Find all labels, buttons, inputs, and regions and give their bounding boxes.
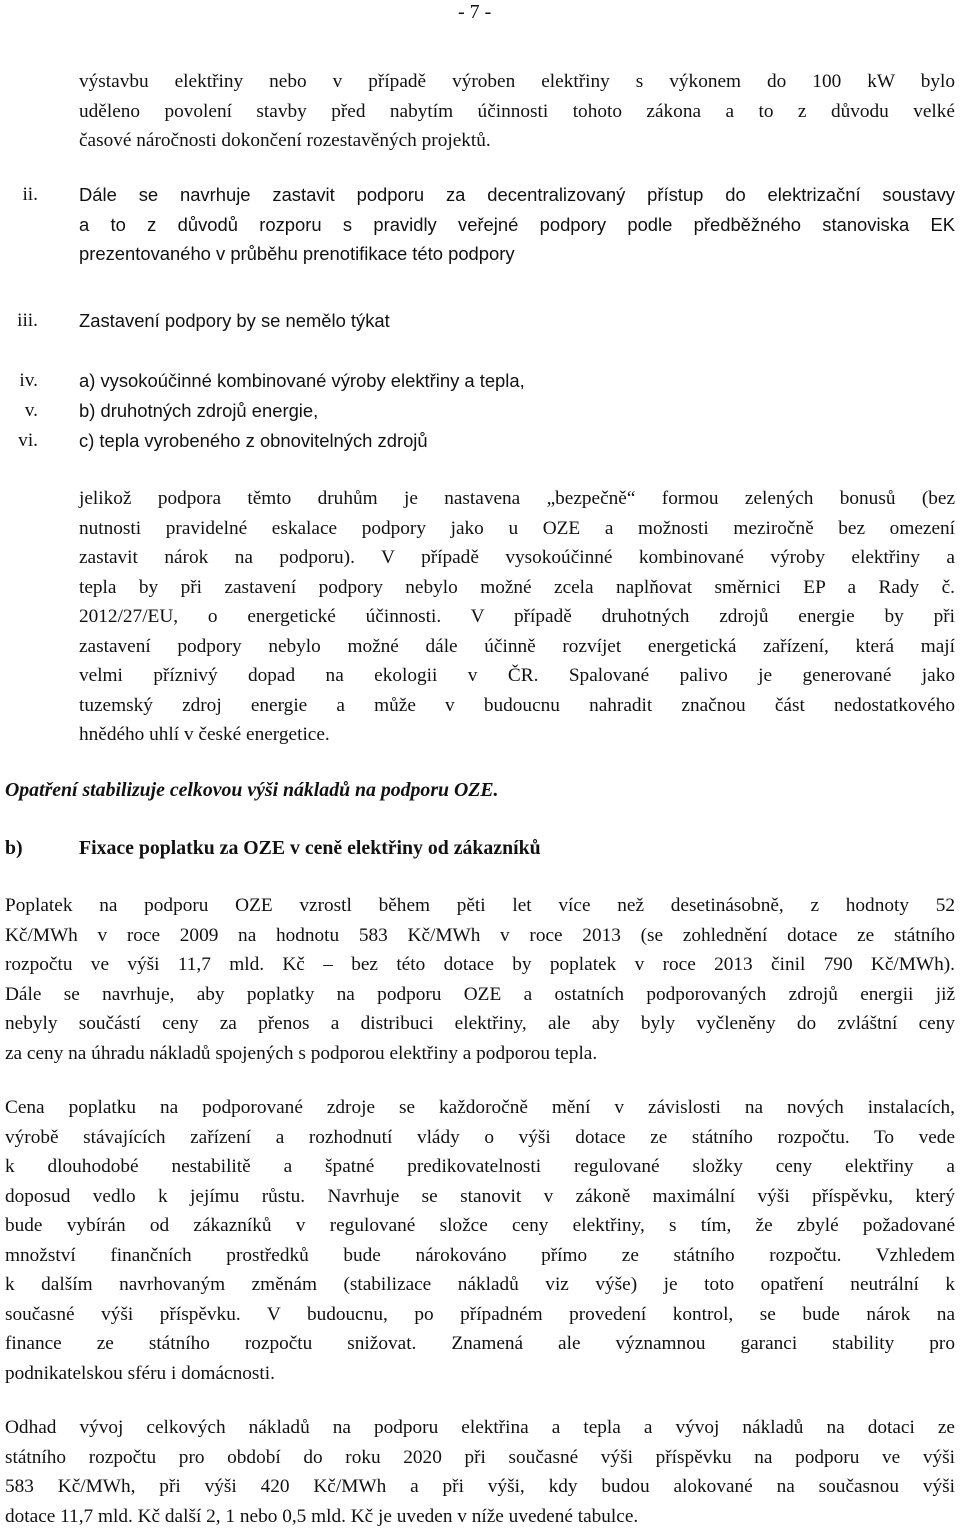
list-number-v: v. [0, 396, 38, 426]
list-number-ii: ii. [0, 180, 38, 210]
text-line: k dalším navrhovaným změnám (stabilizace nákladů viz výše) je toto opatření neutrální k [5, 1270, 955, 1300]
text-line: zastavit nárok na podporu). V případě vysokoúčinné kombinované výroby elektřiny a [79, 543, 955, 573]
text-line: prezentovaného v průběhu prenotifikace této podpory [79, 239, 955, 269]
text-line: výstavbu elektřiny nebo v případě výroben elektřiny s výkonem do 100 kW bylo [79, 67, 955, 97]
text-line: tepla by při zastavení podpory nebylo možné zcela naplňovat směrnici EP a Rady č. [79, 573, 955, 603]
text-line: hnědého uhlí v české energetice. [79, 720, 955, 750]
text-line: podnikatelskou sféru i domácnosti. [5, 1359, 955, 1389]
list-number-vi: vi. [0, 426, 38, 456]
text-line: Dále se navrhuje zastavit podporu za decentralizovaný přístup do elektrizační soustavy [79, 180, 955, 210]
text-line: k dlouhodobé nestabilitě a špatné predikovatelnosti regulované složky ceny elektřiny a [5, 1152, 955, 1182]
text-line: množství finančních prostředků bude nárokováno přímo ze státního rozpočtu. Vzhledem [5, 1241, 955, 1271]
list-item-vi: c) tepla vyrobeného z obnovitelných zdrojů [79, 426, 428, 456]
paragraph-1 [5, 891, 955, 1068]
continuation-paragraph [79, 67, 955, 156]
text-line: doposud vedlo k jejímu růstu. Navrhuje se stanovit v zákoně maximální výši příspěvku, který [5, 1182, 955, 1212]
page-number: - 7 - [458, 0, 491, 24]
text-line: Odhad vývoj celkových nákladů na podporu elektřina a tepla a vývoj nákladů na dotaci ze [5, 1413, 955, 1443]
text-line: nutnosti pravidelné eskalace podpory jako u OZE a možnosti meziročně bez omezení [79, 514, 955, 544]
list-number-iii: iii. [0, 306, 38, 336]
italic-heading: Opatření stabilizuje celkovou výši nákladů na podporu OZE. [5, 776, 498, 804]
section-title: Fixace poplatku za OZE v ceně elektřiny od zákazníků [79, 834, 541, 862]
text-line: státního rozpočtu pro období do roku 2020 při současné výši příspěvku na podporu ve výši [5, 1443, 955, 1473]
section-letter: b) [5, 834, 23, 862]
paragraph-3 [5, 1413, 955, 1531]
paragraph-2 [5, 1093, 955, 1388]
list-item-iii: Zastavení podpory by se nemělo týkat [79, 306, 390, 336]
justification-paragraph [79, 484, 955, 750]
text-line: zastavení podpory nebylo možné dále účinně rozvíjet energetická zařízení, která mají [79, 632, 955, 662]
text-line: 2012/27/EU, o energetické účinnosti. V případě druhotných zdrojů energie by při [79, 602, 955, 632]
text-line: bude vybírán od zákazníků v regulované složce ceny elektřiny, s tím, že zbylé požadované [5, 1211, 955, 1241]
text-line: nebyly součástí ceny za přenos a distribuci elektřiny, ale aby byly vyčleněny do zvláštní ceny [5, 1009, 955, 1039]
text-line: finance ze státního rozpočtu snižovat. Znamená ale významnou garanci stability pro [5, 1329, 955, 1359]
text-line: uděleno povolení stavby před nabytím účinnosti tohoto zákona a to z důvodu velké [79, 97, 955, 127]
text-line: časové náročnosti dokončení rozestavěných projektů. [79, 126, 955, 156]
text-line: Dále se navrhuje, aby poplatky na podporu OZE a ostatních podporovaných zdrojů energii již [5, 980, 955, 1010]
text-line: tuzemský zdroj energie a může v budoucnu nahradit značnou část nedostatkového [79, 691, 955, 721]
text-line: rozpočtu ve výši 11,7 mld. Kč – bez této dotace by poplatek v roce 2013 činil 790 Kč/MWh). [5, 950, 955, 980]
text-line: Poplatek na podporu OZE vzrostl během pěti let více než desetinásobně, z hodnoty 52 [5, 891, 955, 921]
list-item-v: b) druhotných zdrojů energie, [79, 396, 318, 426]
text-line: dotace 11,7 mld. Kč další 2, 1 nebo 0,5 mld. Kč je uveden v níže uvedené tabulce. [5, 1502, 955, 1531]
text-line: Cena poplatku na podporované zdroje se každoročně mění v závislosti na nových instalacích, [5, 1093, 955, 1123]
text-line: 583 Kč/MWh, při výši 420 Kč/MWh a při výši, kdy budou alokované na současnou výši [5, 1472, 955, 1502]
text-line: za ceny na úhradu nákladů spojených s podporou elektřiny a podporou tepla. [5, 1039, 955, 1069]
list-number-iv: iv. [0, 366, 38, 396]
text-line: současné výši příspěvku. V budoucnu, po případném provedení kontrol, se bude nárok na [5, 1300, 955, 1330]
text-line: a to z důvodů rozporu s pravidly veřejné podpory podle předběžného stanoviska EK [79, 210, 955, 240]
text-line: velmi příznivý dopad na ekologii v ČR. Spalované palivo je generované jako [79, 661, 955, 691]
list-item-ii [79, 180, 955, 269]
text-line: výrobě stávajících zařízení a rozhodnutí vlády o výši dotace ze státního rozpočtu. To vede [5, 1123, 955, 1153]
text-line: Kč/MWh v roce 2009 na hodnotu 583 Kč/MWh v roce 2013 (se zohlednění dotace ze státního [5, 921, 955, 951]
text-line: jelikož podpora těmto druhům je nastavena „bezpečně“ formou zelených bonusů (bez [79, 484, 955, 514]
list-item-iv: a) vysokoúčinné kombinované výroby elektřiny a tepla, [79, 366, 525, 396]
